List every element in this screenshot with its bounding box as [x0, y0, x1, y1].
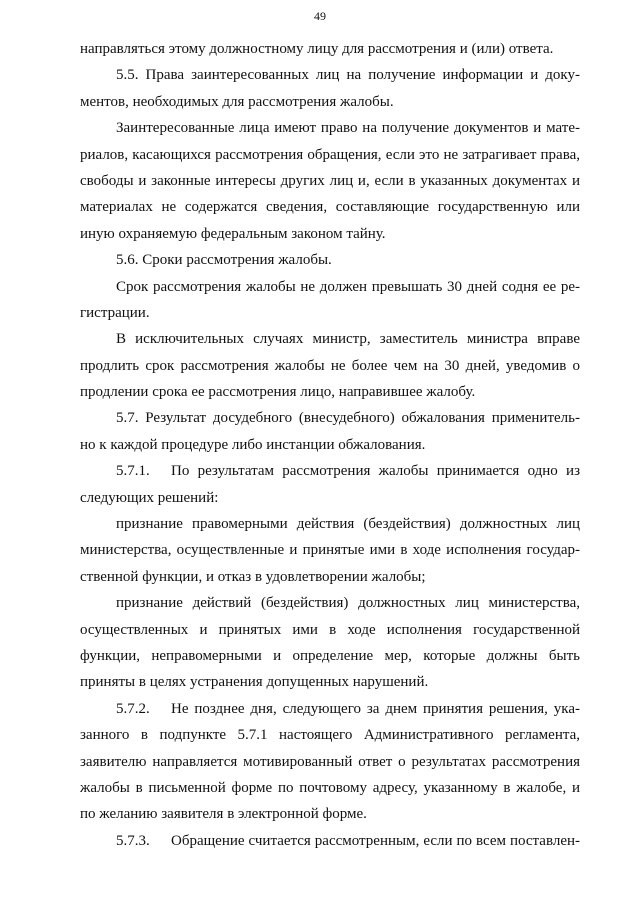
text-line [80, 89, 580, 115]
text-line [80, 274, 580, 300]
text-line [80, 696, 580, 722]
text-line [80, 617, 580, 643]
text-line [80, 115, 580, 141]
line-text: материалах не содержатся сведения, составляющие государственную или [80, 199, 580, 216]
text-line [80, 643, 580, 669]
text-line [80, 828, 580, 854]
text-line [80, 485, 580, 511]
line-text: направляться этому должностному лицу для рассмотрения и (или) ответа. [80, 41, 554, 57]
text-line [80, 168, 580, 194]
text-line [80, 62, 580, 88]
line-text: 5.5. Права заинтересованных лиц на получение информации и доку- [116, 67, 580, 84]
text-line [80, 458, 580, 484]
line-text: жалобы в письменной форме по почтовому адресу, указанному в жалобе, и [80, 779, 580, 796]
text-line [80, 221, 580, 247]
line-text: Обращение считается рассмотренным, если по всем поставлен- [171, 832, 580, 849]
text-line [80, 749, 580, 775]
line-text: 5.7. Результат досудебного (внесудебного) обжалования применитель- [116, 410, 580, 427]
line-text: иную охраняемую федеральным законом тайну. [80, 225, 386, 242]
line-text: но к каждой процедуре либо инстанции обжалования. [80, 436, 426, 453]
clause-number: 5.7.1. [116, 463, 150, 480]
line-text: занного в подпункте 5.7.1 настоящего Административного регламента, [80, 727, 580, 744]
text-line [80, 669, 580, 695]
text-line [80, 379, 580, 405]
text-line [80, 326, 580, 352]
line-text: приняты в целях устранения допущенных нарушений. [80, 674, 429, 691]
line-text: продлении срока ее рассмотрения лицо, направившее жалобу. [80, 384, 476, 401]
text-line [80, 432, 580, 458]
line-text: функции, неправомерными и определение мер, которые должны быть [80, 647, 580, 664]
line-text: 5.6. Сроки рассмотрения жалобы. [116, 252, 332, 269]
line-text: министерства, осуществленные и принятые ими в ходе исполнения государ- [80, 542, 580, 559]
line-text: ментов, необходимых для рассмотрения жалобы. [80, 93, 394, 110]
page-number: 49 [314, 9, 326, 23]
clause-number: 5.7.2. [116, 700, 150, 717]
line-text: признание правомерными действия (бездействия) должностных лиц [116, 516, 580, 533]
text-line [80, 590, 580, 616]
text-line [80, 564, 580, 590]
text-line [80, 775, 580, 801]
text-line [80, 36, 580, 62]
line-text: признание действий (бездействия) должностных лиц министерства, [116, 595, 580, 612]
text-line [80, 722, 580, 748]
line-text: Срок рассмотрения жалобы не должен превышать 30 дней содня ее ре- [116, 278, 580, 295]
text-line [80, 511, 580, 537]
line-text: по желанию заявителя в электронной форме. [80, 806, 367, 823]
line-text: гистрации. [80, 304, 150, 321]
line-text: ственной функции, и отказ в удовлетворении жалобы; [80, 568, 426, 585]
document-body [80, 36, 580, 854]
text-line [80, 353, 580, 379]
text-line [80, 194, 580, 220]
line-text: По результатам рассмотрения жалобы принимается одно из [171, 463, 580, 480]
line-text: продлить срок рассмотрения жалобы не более чем на 30 дней, уведомив о [80, 357, 580, 374]
line-text: заявителю направляется мотивированный ответ о результатах рассмотрения [80, 753, 580, 770]
line-text: следующих решений: [80, 489, 219, 506]
text-line [80, 405, 580, 431]
text-line [80, 801, 580, 827]
text-line [80, 537, 580, 563]
text-line [80, 300, 580, 326]
line-text: В исключительных случаях министр, заместитель министра вправе [116, 331, 580, 348]
line-text: свободы и законные интересы других лиц и, если в указанных документах и [80, 172, 580, 189]
text-line [80, 247, 580, 273]
line-text: Не позднее дня, следующего за днем принятия решения, ука- [171, 700, 580, 717]
line-text: риалов, касающихся рассмотрения обращения, если это не затрагивает права, [80, 146, 580, 163]
text-line [80, 142, 580, 168]
clause-number: 5.7.3. [116, 832, 150, 849]
line-text: осуществленных и принятых ими в ходе исполнения государственной [80, 621, 580, 638]
line-text: Заинтересованные лица имеют право на получение документов и мате- [116, 120, 580, 137]
